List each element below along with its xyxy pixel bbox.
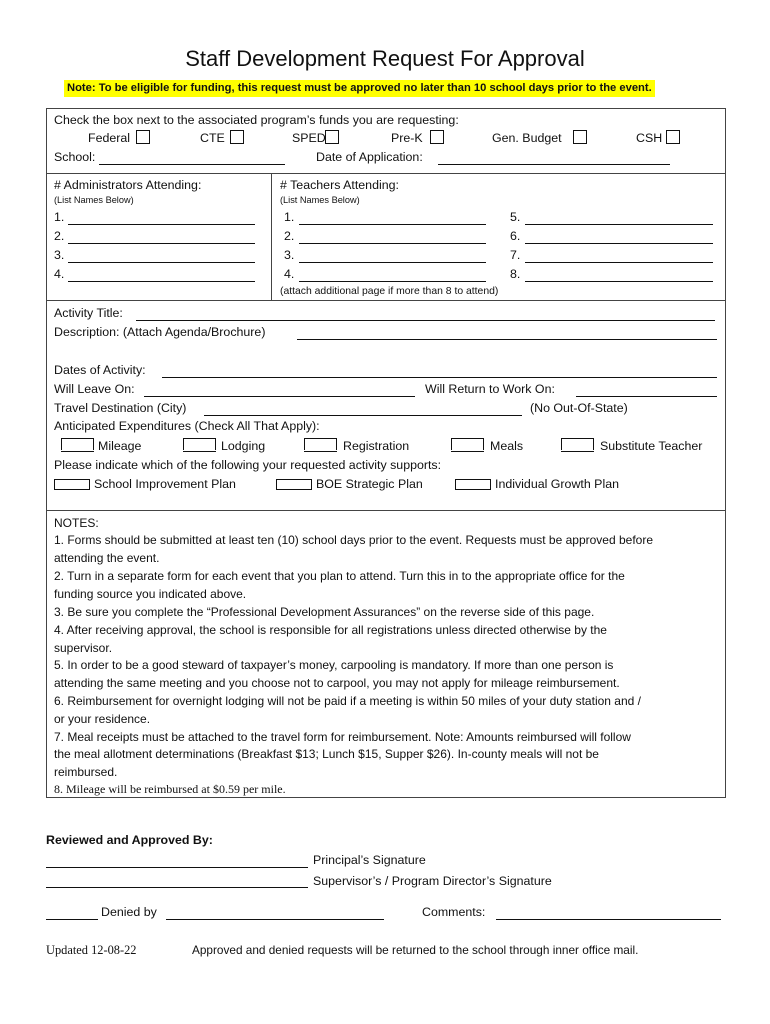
admin-name-field[interactable] [68, 250, 255, 263]
admin-number: 1. [54, 210, 65, 224]
fund-label-csh: CSH [636, 131, 663, 145]
individual-growth-checkbox[interactable] [455, 479, 491, 490]
supports-label: Please indicate which of the following your requested activity supports: [54, 458, 442, 472]
comments-label: Comments: [422, 905, 486, 919]
notes-line: attending the event. [54, 551, 160, 565]
activity-title-label: Activity Title: [54, 306, 123, 320]
divider-activity [46, 510, 725, 511]
plan-individual-growth-label: Individual Growth Plan [495, 477, 619, 491]
notes-line: 4. After receiving approval, the school is responsible for all registrations unless directed otherwise by the [54, 623, 607, 637]
fund-checkbox-csh[interactable] [666, 130, 680, 144]
leave-date-field[interactable] [144, 383, 415, 397]
teacher-name-field[interactable] [525, 269, 713, 282]
return-notice: Approved and denied requests will be returned to the school through inner office mail. [192, 943, 639, 957]
teacher-name-field[interactable] [299, 269, 486, 282]
notes-line: reimbursed. [54, 765, 118, 779]
activity-title-field[interactable] [136, 307, 715, 321]
denied-by-label: Denied by [101, 905, 157, 919]
admin-list-note: (List Names Below) [54, 195, 134, 205]
return-label: Will Return to Work On: [425, 382, 555, 396]
page-title: Staff Development Request For Approval [185, 46, 585, 71]
admin-name-field[interactable] [68, 231, 255, 244]
dates-label: Dates of Activity: [54, 363, 146, 377]
teacher-name-field[interactable] [299, 250, 486, 263]
teacher-number: 7. [510, 248, 521, 262]
divider-attendee-columns [271, 173, 272, 300]
admin-name-field[interactable] [68, 269, 255, 282]
school-field[interactable] [99, 151, 285, 165]
fund-label-cte: CTE [200, 131, 225, 145]
notes-line: 7. Meal receipts must be attached to the travel form for reimbursement. Note: Amounts reimbursed will follow [54, 730, 631, 744]
fund-checkbox-sped[interactable] [325, 130, 339, 144]
supervisor-signature-label: Supervisor’s / Program Director’s Signature [313, 874, 552, 888]
fund-checkbox-gen-budget[interactable] [573, 130, 587, 144]
application-date-label: Date of Application: [316, 150, 423, 164]
notes-line: 1. Forms should be submitted at least ten (10) school days prior to the event. Requests must be approved before [54, 533, 653, 547]
application-date-field[interactable] [438, 151, 670, 165]
principal-signature-field[interactable] [46, 854, 308, 868]
teacher-number: 2. [284, 229, 295, 243]
fund-checkbox-federal[interactable] [136, 130, 150, 144]
notes-line: 8. Mileage will be reimbursed at $0.59 per mile. [54, 782, 286, 796]
updated-date: Updated 12-08-22 [46, 943, 137, 957]
teacher-number: 6. [510, 229, 521, 243]
out-of-state-note: (No Out-Of-State) [530, 401, 628, 415]
expenditure-lodging-label: Lodging [221, 439, 266, 453]
admin-header: # Administrators Attending: [54, 178, 202, 192]
teacher-list-note: (List Names Below) [280, 195, 360, 205]
dates-field[interactable] [162, 364, 717, 378]
expenditure-registration-label: Registration [343, 439, 410, 453]
expenditure-mileage-label: Mileage [98, 439, 142, 453]
approval-header: Reviewed and Approved By: [46, 833, 213, 847]
eligibility-note: Note: To be eligible for funding, this request must be approved no later than 10 school days prior to the event. [64, 80, 655, 97]
teacher-number: 8. [510, 267, 521, 281]
notes-line: 3. Be sure you complete the “Professional Development Assurances” on the reverse side of this page. [54, 605, 595, 619]
teacher-name-field[interactable] [299, 212, 486, 225]
fund-label-gen-budget: Gen. Budget [492, 131, 562, 145]
denied-by-field[interactable] [166, 906, 384, 920]
notes-line: the meal allotment determinations (Breakfast $13; Lunch $15, Supper $26). In-county meals will not be [54, 747, 599, 761]
notes-line: or your residence. [54, 712, 151, 726]
notes-line: attending the same meeting and you choose not to carpool, you may not apply for mileage reimbursement. [54, 676, 620, 690]
expenditure-substitute-label: Substitute Teacher [600, 439, 703, 453]
teacher-number: 5. [510, 210, 521, 224]
description-label: Description: (Attach Agenda/Brochure) [54, 325, 266, 339]
school-improvement-checkbox[interactable] [54, 479, 90, 490]
destination-label: Travel Destination (City) [54, 401, 187, 415]
return-date-field[interactable] [576, 383, 717, 397]
notes-line: 5. In order to be a good steward of taxpayer’s money, carpooling is mandatory. If more than one person is [54, 658, 614, 672]
plan-boe-strategic-label: BOE Strategic Plan [316, 477, 423, 491]
teacher-name-field[interactable] [525, 212, 713, 225]
notes-line: supervisor. [54, 641, 113, 655]
teacher-number: 3. [284, 248, 295, 262]
registration-checkbox[interactable] [304, 438, 337, 450]
admin-number: 2. [54, 229, 65, 243]
lodging-checkbox[interactable] [183, 438, 216, 450]
teacher-name-field[interactable] [525, 231, 713, 244]
denied-check-field[interactable] [46, 906, 98, 920]
divider-attendees [46, 300, 725, 301]
admin-number: 3. [54, 248, 65, 262]
destination-field[interactable] [204, 402, 522, 416]
fund-label-prek: Pre-K [391, 131, 423, 145]
teacher-name-field[interactable] [525, 250, 713, 263]
teacher-name-field[interactable] [299, 231, 486, 244]
notes-header: NOTES: [54, 516, 99, 530]
fund-checkbox-prek[interactable] [430, 130, 444, 144]
boe-strategic-checkbox[interactable] [276, 479, 312, 490]
notes-line: funding source you indicated above. [54, 587, 247, 601]
teacher-header: # Teachers Attending: [280, 178, 399, 192]
school-label: School: [54, 150, 96, 164]
fund-label-sped: SPED [292, 131, 326, 145]
notes-line: 6. Reimbursement for overnight lodging will not be paid if a meeting is within 50 miles of your duty station and / [54, 694, 641, 708]
mileage-checkbox[interactable] [61, 438, 94, 450]
description-field[interactable] [297, 326, 717, 340]
supervisor-signature-field[interactable] [46, 874, 308, 888]
fund-checkbox-cte[interactable] [230, 130, 244, 144]
meals-checkbox[interactable] [451, 438, 484, 450]
funds-instruction: Check the box next to the associated program’s funds you are requesting: [54, 113, 459, 127]
substitute-checkbox[interactable] [561, 438, 594, 450]
admin-name-field[interactable] [68, 212, 255, 225]
attach-additional-note: (attach additional page if more than 8 to attend) [280, 286, 499, 297]
principal-signature-label: Principal’s Signature [313, 853, 426, 867]
teacher-number: 4. [284, 267, 295, 281]
divider-funds [46, 173, 725, 174]
leave-label: Will Leave On: [54, 382, 135, 396]
notes-line: 2. Turn in a separate form for each event that you plan to attend. Turn this in to the appropriate office for the [54, 569, 625, 583]
expenditure-meals-label: Meals [490, 439, 524, 453]
plan-school-improvement-label: School Improvement Plan [94, 477, 236, 491]
teacher-number: 1. [284, 210, 295, 224]
fund-label-federal: Federal [88, 131, 131, 145]
expenditures-label: Anticipated Expenditures (Check All That Apply): [54, 419, 320, 433]
admin-number: 4. [54, 267, 65, 281]
comments-field[interactable] [496, 906, 721, 920]
